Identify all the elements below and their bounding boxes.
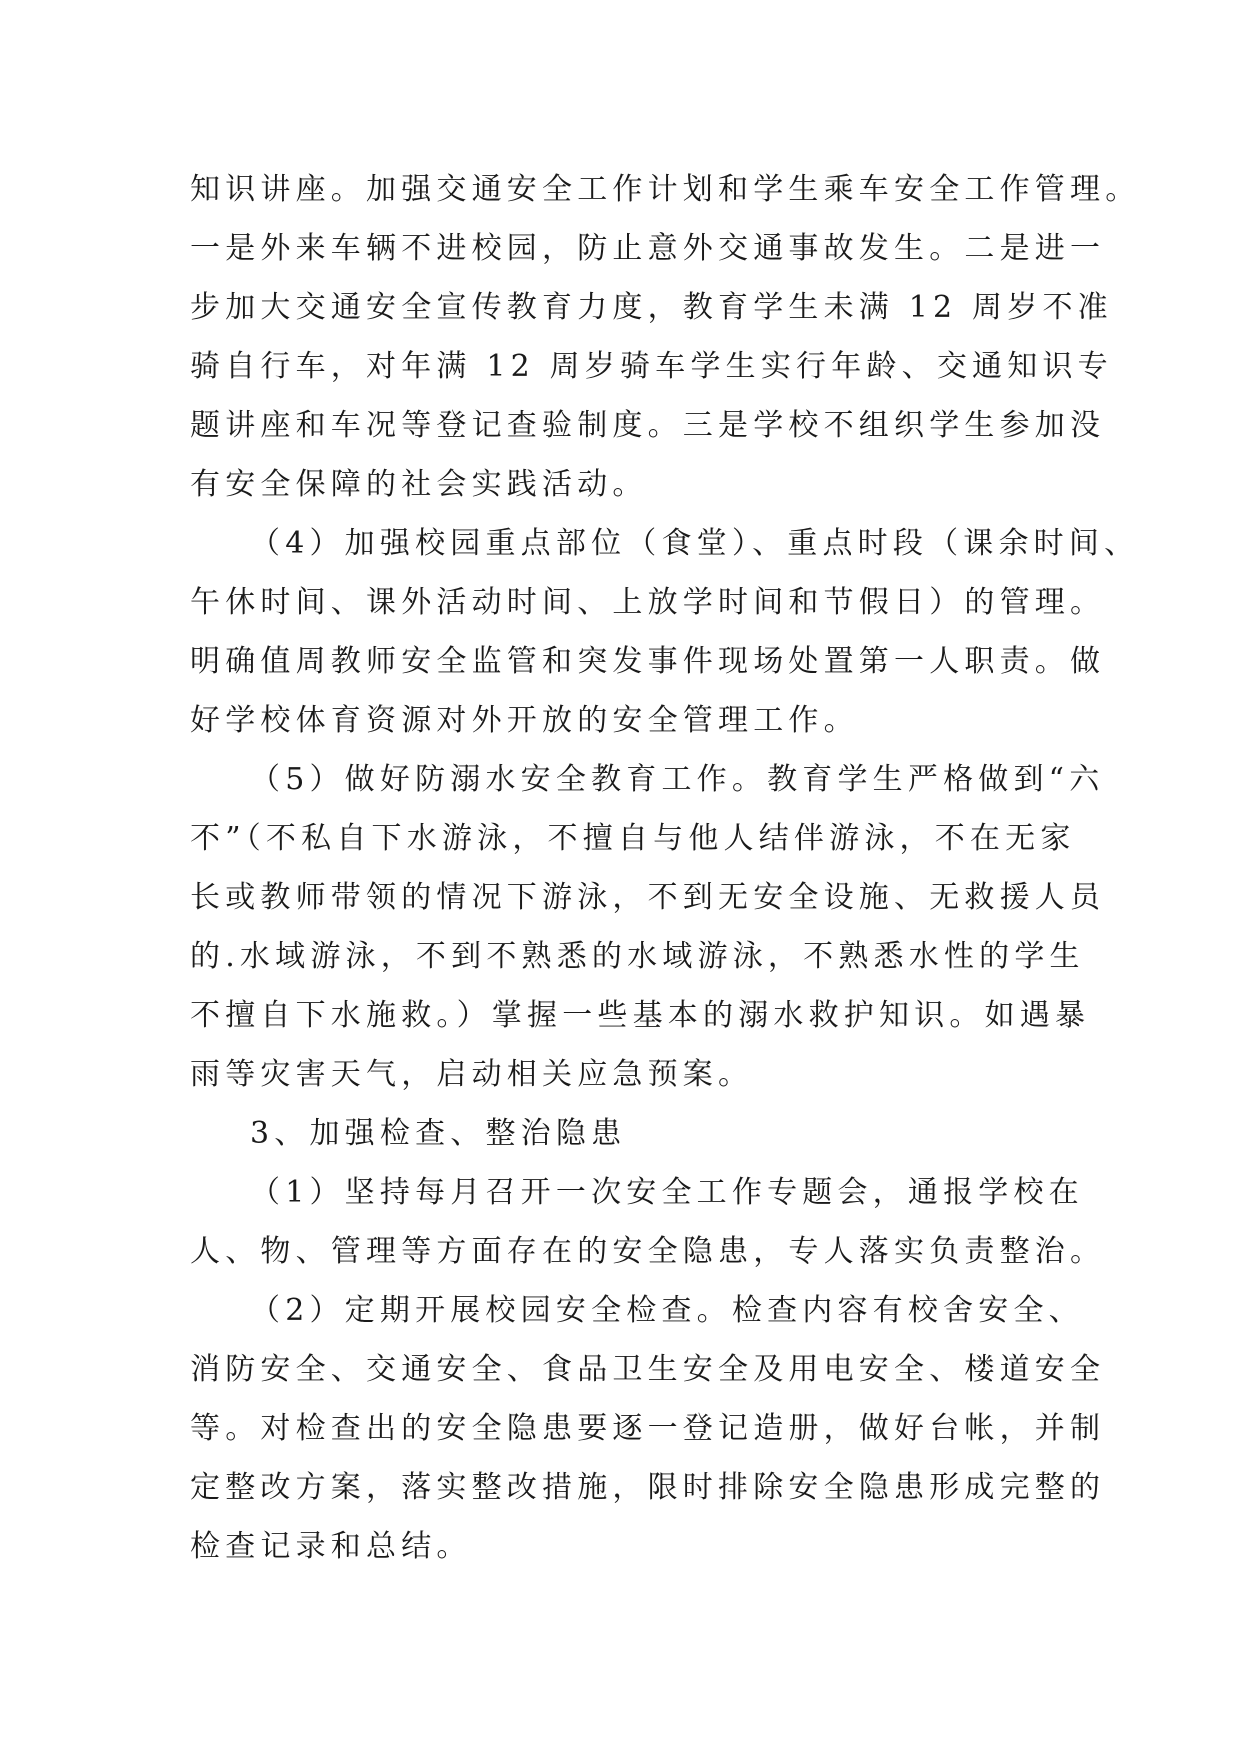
paragraph-start-line: （5）做好防溺水安全教育工作。教育学生严格做到“六 [250, 762, 1105, 797]
paragraph-start-line: （4）加强校园重点部位（食堂）、重点时段（课余时间、 [250, 526, 1140, 561]
text-line: 步加大交通安全宣传教育力度，教育学生未满 12 周岁不准 [190, 290, 1113, 325]
section-heading: 3、加强检查、整治隐患 [250, 1116, 627, 1151]
text-line: 消防安全、交通安全、食品卫生安全及用电安全、楼道安全 [190, 1352, 1106, 1387]
text-line: 骑自行车，对年满 12 周岁骑车学生实行年龄、交通知识专 [190, 349, 1113, 384]
text-line: 人、物、管理等方面存在的安全隐患，专人落实负责整治。 [190, 1234, 1106, 1269]
paragraph-start-line: （1）坚持每月召开一次安全工作专题会，通报学校在 [250, 1175, 1084, 1210]
text-line: 的.水域游泳，不到不熟悉的水域游泳，不熟悉水性的学生 [190, 939, 1085, 974]
text-line: 检查记录和总结。 [190, 1529, 472, 1564]
text-line: 一是外来车辆不进校园，防止意外交通事故发生。二是进一 [190, 231, 1106, 266]
text-line: 题讲座和车况等登记查验制度。三是学校不组织学生参加没 [190, 408, 1106, 443]
text-line: 等。对检查出的安全隐患要逐一登记造册，做好台帐，并制 [190, 1411, 1106, 1446]
text-line: 好学校体育资源对外开放的安全管理工作。 [190, 703, 859, 738]
text-line: 不擅自下水施救。）掌握一些基本的溺水救护知识。如遇暴 [190, 998, 1091, 1033]
text-line: 不”（不私自下水游泳，不擅自与他人结伴游泳，不在无家 [190, 821, 1076, 856]
document-body [190, 160, 1141, 1576]
text-line: 定整改方案，落实整改措施，限时排除安全隐患形成完整的 [190, 1470, 1106, 1505]
text-line: 明确值周教师安全监管和突发事件现场处置第一人职责。做 [190, 644, 1106, 679]
paragraph-start-line: （2）定期开展校园安全检查。检查内容有校舍安全、 [250, 1293, 1084, 1328]
text-line: 知识讲座。加强交通安全工作计划和学生乘车安全工作管理。 [190, 172, 1141, 207]
text-line: 有安全保障的社会实践活动。 [190, 467, 648, 502]
text-line: 午休时间、课外活动时间、上放学时间和节假日）的管理。 [190, 585, 1106, 620]
text-line: 长或教师带领的情况下游泳，不到无安全设施、无救援人员 [190, 880, 1106, 915]
text-line: 雨等灾害天气，启动相关应急预案。 [190, 1057, 754, 1092]
